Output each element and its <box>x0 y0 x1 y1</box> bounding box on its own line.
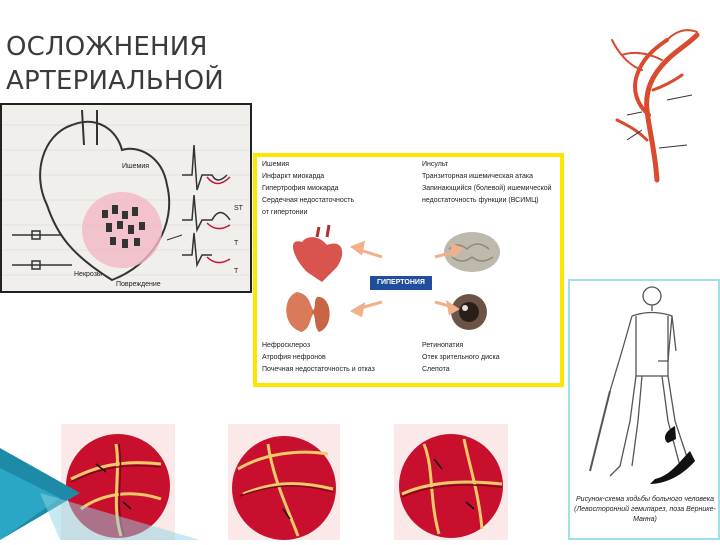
kidney-organ-icon <box>286 292 329 332</box>
patient-figure <box>570 281 718 491</box>
st-label: ST <box>234 205 243 212</box>
list-item: Слепота <box>422 366 450 373</box>
heart-organ-icon <box>293 225 342 282</box>
list-item: Сердечная недостаточность <box>262 197 355 204</box>
list-item: от гипертонии <box>262 209 308 216</box>
organ-diagram <box>257 157 560 383</box>
eye-organ-icon <box>451 294 487 330</box>
necrosis-label: Некрозы <box>74 271 102 278</box>
t-label-1: T <box>234 240 239 247</box>
retina-illustration <box>228 424 340 540</box>
patient-caption: Рисунок-схема ходьбы больного человека (Левосторонний гемипарез, поза Вернике-Манна) <box>574 496 716 523</box>
fundus-image-3 <box>394 424 508 540</box>
page-title: ОСЛОЖНЕНИЯ АРТЕРИАЛЬНОЙ <box>6 32 224 96</box>
carotid-artery-illustration <box>597 20 720 188</box>
damage-label: Повреждение <box>116 281 161 288</box>
hypertension-center-label: ГИПЕРТОНИЯ <box>370 276 432 290</box>
list-item: Гипертрофия миокарда <box>262 185 339 192</box>
slide-decoration <box>0 448 200 540</box>
hemiparesis-gait-illustration <box>568 279 720 540</box>
list-item: недостаточность функции (ВСИМЦ) <box>422 197 539 204</box>
ischemia-label: Ишемия <box>122 163 150 170</box>
list-item: Ишемия <box>262 161 290 168</box>
list-item: Запинающийся (болевой) ишемической <box>422 185 552 192</box>
list-item: Почечная недостаточность и отказ <box>262 366 375 373</box>
list-item: Инсульт <box>422 161 449 168</box>
list-item: Ретинопатия <box>422 342 464 349</box>
list-item: Транзиторная ишемическая атака <box>422 173 533 180</box>
list-item: Нефросклероз <box>262 342 311 349</box>
artery-diagram <box>597 20 720 188</box>
list-item: Атрофия нефронов <box>262 354 326 361</box>
t-label-2: T <box>234 268 239 275</box>
list-item: Отек зрительного диска <box>422 354 500 361</box>
list-item: Инфаркт миокарда <box>262 173 325 180</box>
retina-illustration <box>394 424 508 540</box>
fundus-image-2 <box>228 424 340 540</box>
heart-diagram <box>2 105 250 291</box>
heart-ecg-illustration <box>0 103 252 293</box>
